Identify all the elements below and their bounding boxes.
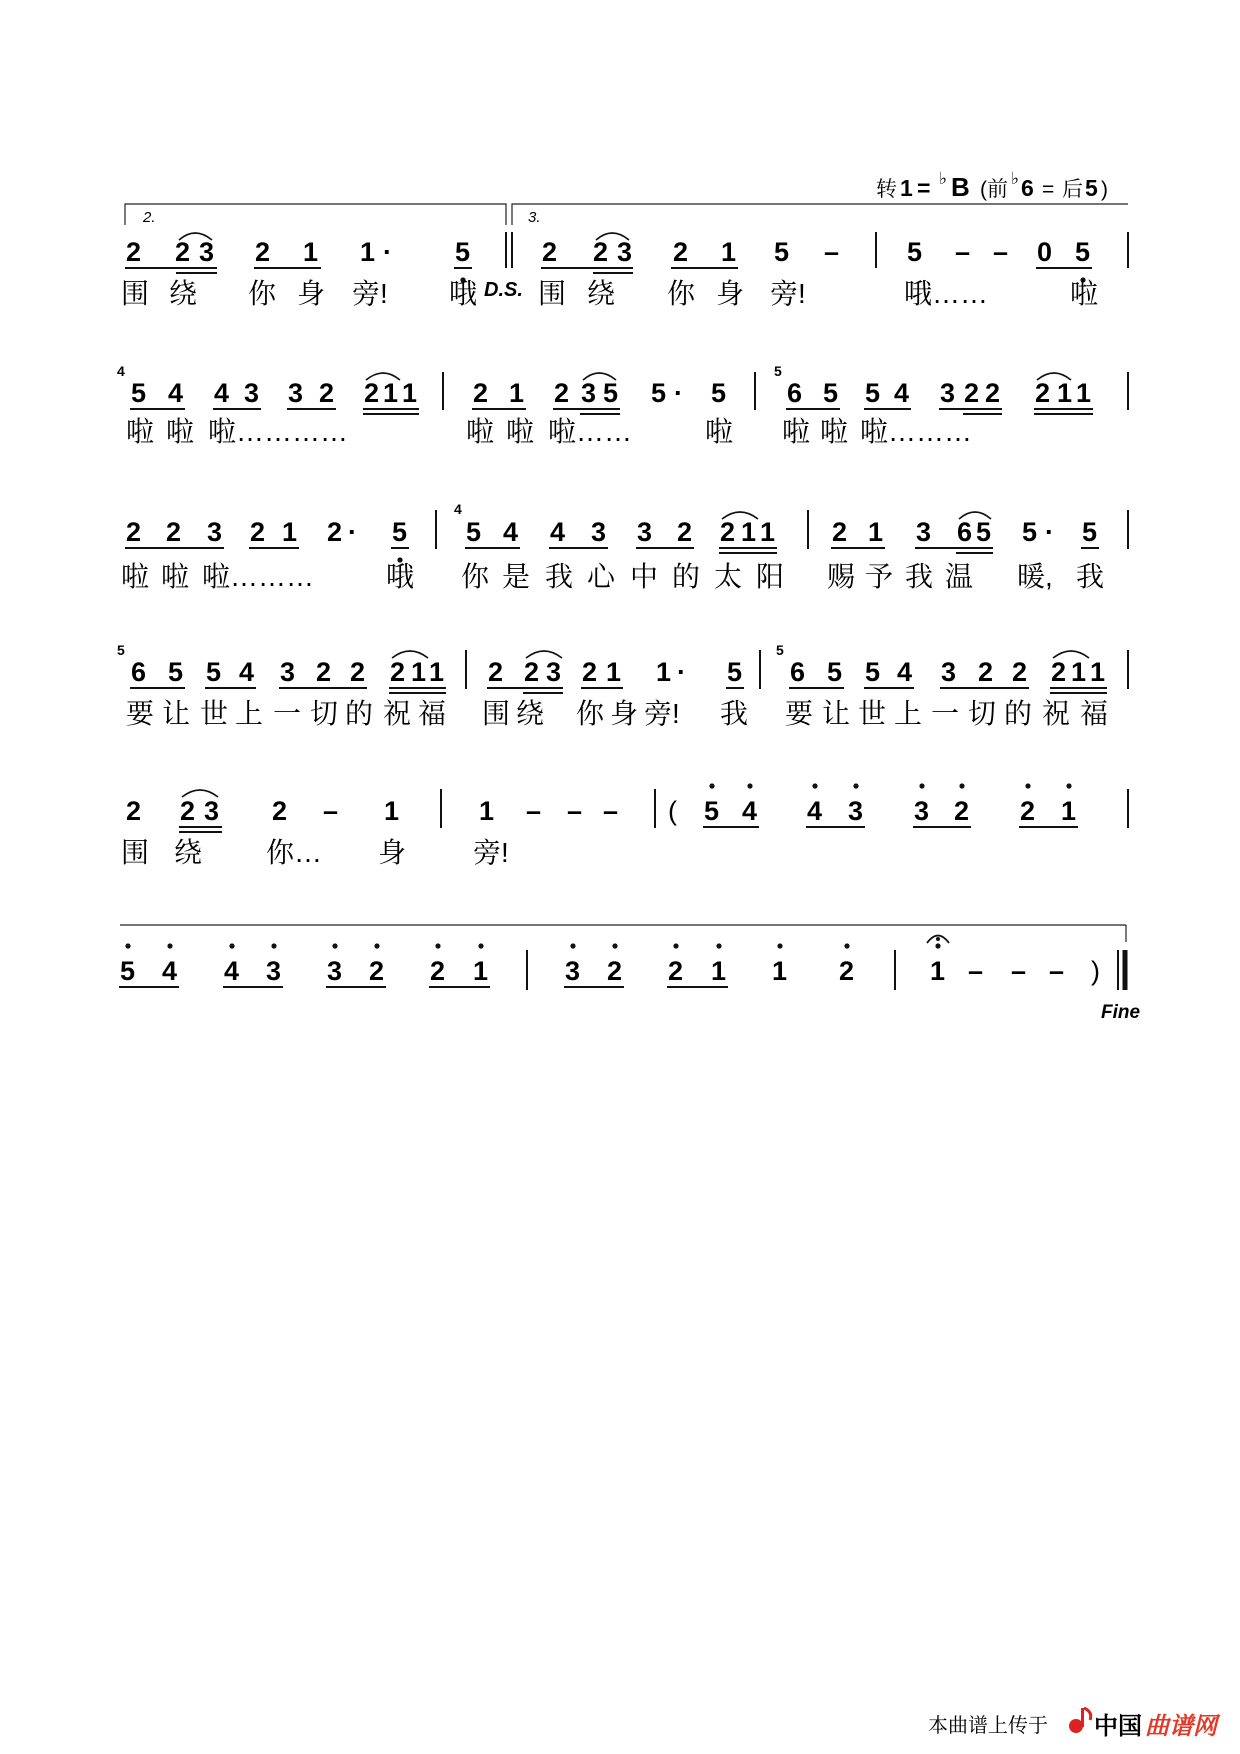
note: 5 — [120, 956, 136, 986]
note: 2 — [430, 956, 446, 986]
key-change-after: 后 — [1062, 178, 1083, 201]
note: 2 — [488, 657, 504, 687]
lyric: 啦 — [820, 416, 849, 447]
note: 1 — [772, 956, 788, 986]
note: 2 — [319, 378, 335, 408]
note: 1 — [429, 657, 445, 687]
key-change-five: 5 — [1085, 175, 1098, 201]
note-dot: · — [383, 237, 392, 267]
volta-3-label: 3. — [528, 209, 541, 226]
lyric: 福 — [418, 698, 447, 729]
note: 5 — [907, 237, 923, 267]
lyric: 你 — [667, 278, 696, 309]
note: 2 — [593, 237, 609, 267]
note: 3 — [581, 378, 597, 408]
lyric: 切 — [968, 698, 997, 729]
paren-close: ) — [1091, 956, 1100, 986]
note: 1 — [1057, 378, 1073, 408]
note: 0 — [1037, 237, 1053, 267]
lyric: 啦 — [161, 561, 190, 592]
lyric: 围 — [121, 837, 150, 868]
note: 5 — [865, 378, 881, 408]
note: 1 — [741, 517, 757, 547]
note: 5 — [206, 657, 222, 687]
lyric: 让 — [162, 698, 191, 729]
note: 6 — [131, 657, 147, 687]
note: 2 — [832, 517, 848, 547]
note-dot: · — [348, 517, 357, 547]
lyric: 旁! — [644, 698, 680, 729]
note: 1 — [930, 956, 946, 986]
note: 5 — [823, 378, 839, 408]
fermata — [927, 936, 949, 944]
note: 5 — [865, 657, 881, 687]
key-change — [876, 169, 1108, 202]
lyric: 绕 — [174, 837, 203, 868]
fine-mark: Fine — [1101, 1002, 1141, 1023]
note: 2 — [582, 657, 598, 687]
note: 2 — [554, 378, 570, 408]
note-dot: · — [677, 657, 686, 687]
lyric: 哦 — [386, 561, 415, 592]
note: 2 — [369, 956, 385, 986]
note-dash: – — [323, 796, 339, 826]
note-dash: – — [1011, 956, 1027, 986]
grace-note: 5 — [774, 363, 782, 379]
lyric: 啦…… — [548, 416, 633, 447]
note: 3 — [941, 657, 957, 687]
octave-dots — [709, 783, 1071, 788]
note: 1 — [303, 237, 319, 267]
note: 3 — [327, 956, 343, 986]
score-line-5 — [121, 783, 1128, 868]
note: 3 — [199, 237, 215, 267]
lyric: 暖, — [1017, 561, 1053, 592]
note: 2 — [126, 237, 142, 267]
lyric: 你 — [461, 561, 490, 592]
note: 6 — [787, 378, 803, 408]
note: 4 — [214, 378, 230, 408]
note: 5 — [704, 796, 720, 826]
lyric: 你 — [248, 278, 277, 309]
note: 3 — [637, 517, 653, 547]
score-line-2 — [117, 363, 1128, 447]
note: 1 — [411, 657, 427, 687]
lyric: 啦 — [705, 416, 734, 447]
footer-uploaded-label: 本曲谱上传于 — [928, 1715, 1048, 1737]
note: 1 — [606, 657, 622, 687]
note: 2 — [1020, 796, 1036, 826]
note: 2 — [175, 237, 191, 267]
note-dash: – — [955, 237, 971, 267]
note: 2 — [255, 237, 271, 267]
note: 2 — [316, 657, 332, 687]
volta-2-label: 2. — [143, 209, 156, 226]
lyric: 福 — [1080, 698, 1109, 729]
note: 2 — [839, 956, 855, 986]
note: 1 — [360, 237, 376, 267]
note: 2 — [272, 796, 288, 826]
lyric: 啦 — [782, 416, 811, 447]
note: 1 — [509, 378, 525, 408]
note: 1 — [479, 796, 495, 826]
note: 4 — [239, 657, 255, 687]
underlines — [179, 827, 1078, 832]
key-change-key: B — [951, 172, 970, 202]
lyric: 祝 — [1042, 698, 1071, 729]
note: 4 — [168, 378, 184, 408]
note: 3 — [565, 956, 581, 986]
lyric: 我 — [1076, 561, 1105, 592]
note: 2 — [673, 237, 689, 267]
note: 1 — [721, 237, 737, 267]
note: 2 — [126, 796, 142, 826]
lyric: 上 — [894, 698, 923, 729]
lyric: 温 — [945, 561, 974, 592]
lyric: 哦 — [449, 278, 478, 309]
key-change-before: (前 — [980, 178, 1008, 201]
note: 2 — [180, 796, 196, 826]
note: 3 — [591, 517, 607, 547]
underlines — [125, 268, 1092, 273]
lyric: 的 — [672, 561, 701, 592]
lyric: 身 — [297, 278, 326, 309]
note: 1 — [1061, 796, 1077, 826]
key-change-close: ) — [1101, 178, 1108, 201]
note: 3 — [617, 237, 633, 267]
lyric: 啦……… — [202, 561, 315, 592]
note: 3 — [266, 956, 282, 986]
barlines — [443, 372, 1128, 410]
note: 2 — [542, 237, 558, 267]
note: 5 — [976, 517, 992, 547]
lyric: 的 — [1004, 698, 1033, 729]
lyric: 要 — [126, 698, 155, 729]
note: 3 — [916, 517, 932, 547]
grace-note: 4 — [117, 363, 125, 379]
note: 5 — [774, 237, 790, 267]
lyric: 的 — [345, 698, 374, 729]
note-dash: – — [968, 956, 984, 986]
lyric: 你 — [576, 698, 605, 729]
note: 2 — [327, 517, 343, 547]
note: 5 — [131, 378, 147, 408]
note: 2 — [524, 657, 540, 687]
note: 5 — [1075, 237, 1091, 267]
lyric: 赐 — [827, 561, 856, 592]
lyric: 上 — [235, 698, 264, 729]
note-dot: · — [1045, 517, 1054, 547]
note: 4 — [742, 796, 758, 826]
note: 4 — [224, 956, 240, 986]
lyric: 哦…… — [904, 278, 989, 309]
lyric: 你… — [266, 837, 323, 868]
lyric: 要 — [785, 698, 814, 729]
note: 2 — [978, 657, 994, 687]
lyric: 旁! — [770, 278, 806, 309]
lyric: 啦 — [126, 416, 155, 447]
note: 2 — [364, 378, 380, 408]
lyric: 让 — [822, 698, 851, 729]
note: 2 — [1051, 657, 1067, 687]
note: 5 — [727, 657, 743, 687]
note: 4 — [503, 517, 519, 547]
note: 5 — [168, 657, 184, 687]
lyric: 世 — [858, 698, 887, 729]
site-footer — [928, 1708, 1221, 1740]
key-change-flat: ♭ — [939, 169, 948, 188]
note-dash: – — [993, 237, 1009, 267]
note: 2 — [126, 517, 142, 547]
note: 4 — [162, 956, 178, 986]
note: 5 — [603, 378, 619, 408]
note: 5 — [455, 237, 471, 267]
note: 2 — [1012, 657, 1028, 687]
lyric: 旁! — [352, 278, 388, 309]
lyric: 围 — [121, 278, 150, 309]
note: 2 — [964, 378, 980, 408]
lyric: 绕 — [516, 698, 545, 729]
lyric: 啦 — [466, 416, 495, 447]
key-change-eq2: = — [1042, 178, 1055, 201]
note-dash: – — [1049, 956, 1065, 986]
lyric: 阳 — [756, 561, 785, 592]
note: 5 — [711, 378, 727, 408]
lyric: 啦 — [506, 416, 535, 447]
grace-note: 5 — [117, 642, 125, 658]
note-dot: · — [674, 378, 683, 408]
music-note-icon — [1069, 1708, 1091, 1733]
note: 2 — [390, 657, 406, 687]
note: 5 — [651, 378, 667, 408]
note: 1 — [711, 956, 727, 986]
key-change-one: 1 — [900, 175, 913, 201]
note: 5 — [827, 657, 843, 687]
note: 2 — [607, 956, 623, 986]
key-change-flat2: ♭ — [1011, 169, 1020, 188]
note-dash: – — [824, 237, 840, 267]
underlines — [130, 688, 1107, 693]
note: 4 — [550, 517, 566, 547]
note: 5 — [1022, 517, 1038, 547]
note: 1 — [656, 657, 672, 687]
octave-dots — [125, 943, 940, 948]
note: 5 — [1082, 517, 1098, 547]
note: 1 — [868, 517, 884, 547]
lyric: 身 — [716, 278, 745, 309]
note: 5 — [466, 517, 482, 547]
note: 3 — [204, 796, 220, 826]
note: 4 — [897, 657, 913, 687]
note: 2 — [668, 956, 684, 986]
footer-site-name: 中国 — [1094, 1713, 1142, 1740]
key-change-six: 6 — [1021, 175, 1034, 201]
lyric: 身 — [610, 698, 639, 729]
note: 3 — [546, 657, 562, 687]
ds-mark: D.S. — [484, 279, 523, 301]
footer-site-name-red: 曲谱网 — [1145, 1713, 1217, 1740]
lyric: 围 — [482, 698, 511, 729]
note: 3 — [914, 796, 930, 826]
underlines — [125, 548, 1099, 553]
lyric: 予 — [865, 561, 894, 592]
note: 2 — [720, 517, 736, 547]
lyric: 切 — [310, 698, 339, 729]
note: 2 — [985, 378, 1001, 408]
lyric: 啦……… — [860, 416, 973, 447]
note: 2 — [954, 796, 970, 826]
lyric: 祝 — [383, 698, 412, 729]
note: 2 — [677, 517, 693, 547]
note-dash: – — [567, 796, 583, 826]
note: 3 — [940, 378, 956, 408]
note: 6 — [790, 657, 806, 687]
grace-note: 4 — [454, 501, 462, 517]
lyric: 啦 — [1070, 278, 1099, 309]
lyric: 绕 — [587, 278, 616, 309]
note: 1 — [402, 378, 418, 408]
lyric: 世 — [200, 698, 229, 729]
lyric: 我 — [720, 698, 749, 729]
lyric: 是 — [502, 561, 531, 592]
grace-note: 5 — [776, 642, 784, 658]
note: 1 — [1071, 657, 1087, 687]
note: 2 — [473, 378, 489, 408]
note: 2 — [1035, 378, 1051, 408]
lyric: 我 — [905, 561, 934, 592]
note: 2 — [350, 657, 366, 687]
lyric: 太 — [714, 561, 743, 592]
paren-open: ( — [668, 796, 677, 826]
key-change-prefix: 转 — [876, 178, 897, 201]
lyric: 啦 — [166, 416, 195, 447]
lyric: 啦 — [121, 561, 150, 592]
note: 1 — [760, 517, 776, 547]
note: 3 — [207, 517, 223, 547]
note: 5 — [392, 517, 408, 547]
note: 6 — [957, 517, 973, 547]
note: 4 — [807, 796, 823, 826]
note: 4 — [894, 378, 910, 408]
score-line-3 — [121, 501, 1128, 592]
lyric: 我 — [545, 561, 574, 592]
lyric: 一 — [273, 698, 302, 729]
lyric: 啦………… — [208, 416, 349, 447]
lyric: 身 — [378, 837, 407, 868]
key-change-equals: = — [917, 175, 931, 201]
volta-brackets — [125, 204, 1128, 225]
note: 2 — [166, 517, 182, 547]
note: 1 — [384, 796, 400, 826]
lyric: 心 — [587, 561, 616, 592]
note: 3 — [244, 378, 260, 408]
score-line-6 — [119, 925, 1140, 1023]
note: 2 — [250, 517, 266, 547]
lyric: 围 — [538, 278, 567, 309]
underlines — [130, 409, 1093, 414]
score-line-4 — [117, 642, 1128, 729]
note: 3 — [280, 657, 296, 687]
lyric: 一 — [931, 698, 960, 729]
note: 1 — [1090, 657, 1106, 687]
note-dash: – — [526, 796, 542, 826]
lyric: 绕 — [169, 278, 198, 309]
slurs — [179, 233, 629, 240]
note: 3 — [288, 378, 304, 408]
note: 3 — [848, 796, 864, 826]
note: 1 — [282, 517, 298, 547]
score-line-1 — [121, 232, 1128, 309]
note: 1 — [473, 956, 489, 986]
note: 1 — [1076, 378, 1092, 408]
note-dash: – — [603, 796, 619, 826]
note: 1 — [383, 378, 399, 408]
lyric: 旁! — [473, 837, 509, 868]
lyric: 中 — [630, 561, 659, 592]
